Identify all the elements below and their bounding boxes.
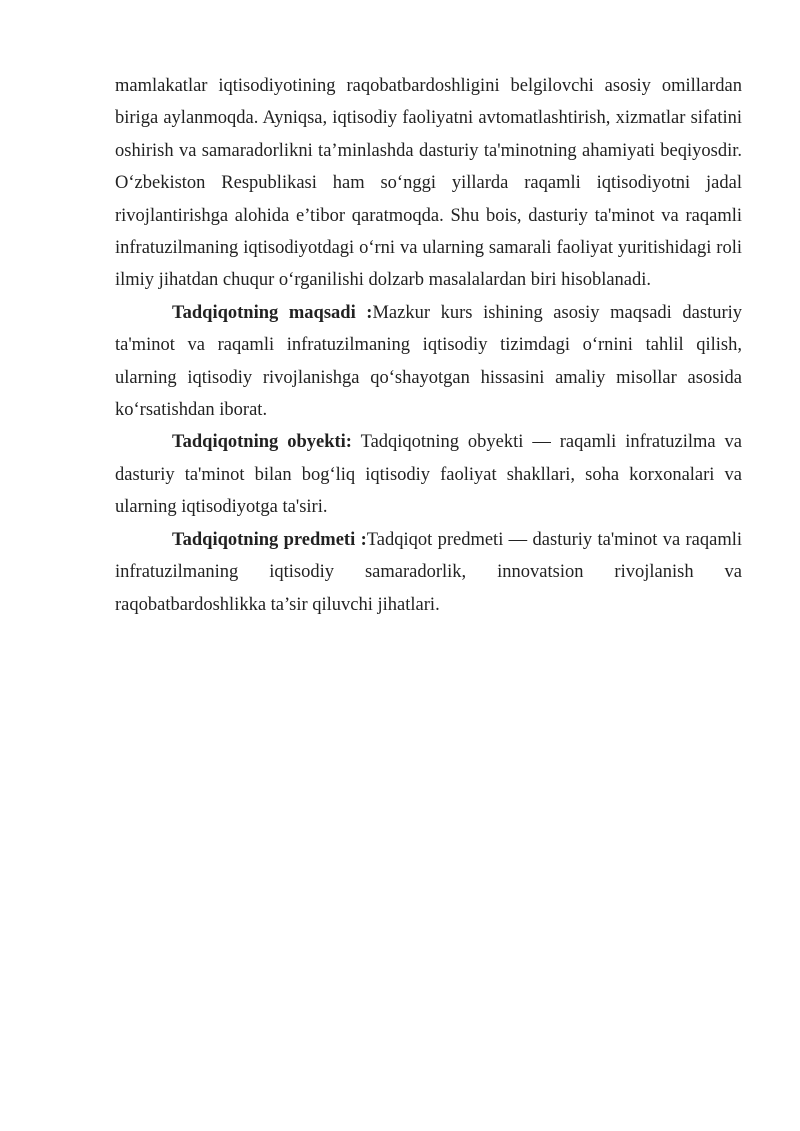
- document-page: [115, 70, 742, 621]
- research-subject-label: Tadqiqotning predmeti :: [172, 529, 367, 550]
- research-goal-paragraph: [115, 297, 742, 427]
- research-subject-text: Tadqiqot predmeti — dasturiy ta'minot va raqamli infratuzilmaning iqtisodiy samaradorlik, innovatsion rivojlanish va raqobatbardoshlikka ta’sir qiluvchi jihatlari.: [115, 529, 743, 615]
- research-object-paragraph: [115, 426, 742, 523]
- research-object-label: Tadqiqotning obyekti:: [172, 432, 352, 453]
- research-goal-text: Mazkur kurs ishining asosiy maqsadi dasturiy ta'minot va raqamli infratuzilmaning iqtisodiy tizimdagi o‘rnini tahlil qilish, ularning iqtisodiy rivojlanishga qo‘shayotgan hissasini amaliy misollar asosida ko‘rsatishdan iborat.: [115, 302, 743, 421]
- intro-paragraph: mamlakatlar iqtisodiyotining raqobatbardoshligini belgilovchi asosiy omillardan biriga aylanmoqda. Ayniqsa, iqtisodiy faoliyatni avtomatlashtirish, xizmatlar sifatini oshirish va samaradorlikni ta’minlashda dasturiy ta'minotning ahamiyati beqiyosdir. O‘zbekiston Respublikasi ham so‘nggi yillarda raqamli iqtisodiyotni jadal rivojlantirishga alohida e’tibor qaratmoqda. Shu bois, dasturiy ta'minot va raqamli infratuzilmaning iqtisodiyotdagi o‘rni va ularning samarali faoliyat yuritishidagi roli ilmiy jihatdan chuqur o‘rganilishi dolzarb masalalardan biri hisoblanadi.: [115, 76, 742, 291]
- research-goal-label: Tadqiqotning maqsadi :: [172, 302, 373, 323]
- research-subject-paragraph: [115, 524, 742, 621]
- research-object-text: Tadqiqotning obyekti — raqamli infratuzilma va dasturiy ta'minot bilan bog‘liq iqtisodiy faoliyat shakllari, soha korxonalari va ularning iqtisodiyotga ta'siri.: [115, 432, 742, 518]
